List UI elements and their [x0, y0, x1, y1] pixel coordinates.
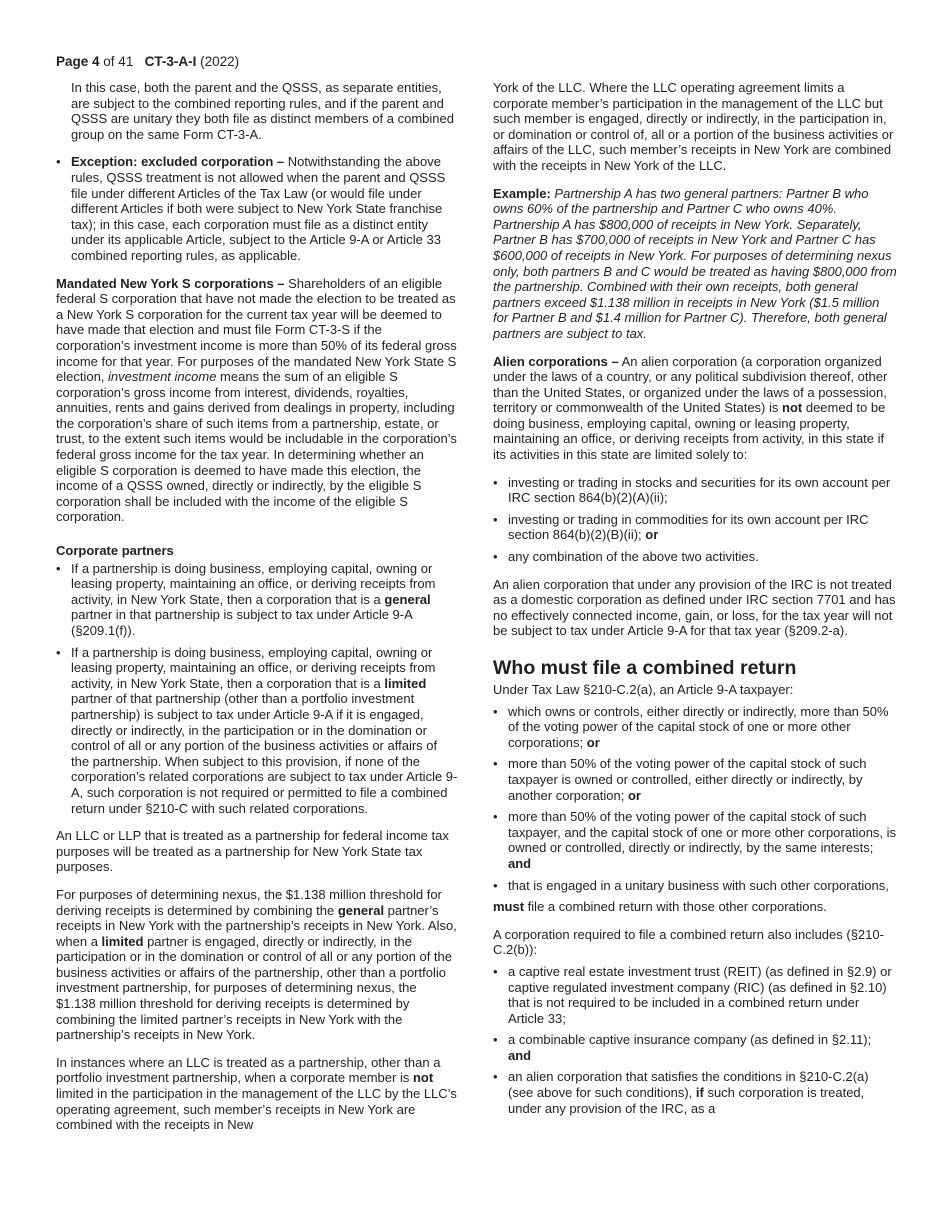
list-item — [493, 1069, 897, 1116]
nexus-text-b: partner’s receipts in New York with the partnership’s receipts in New York. Also, when a — [56, 902, 457, 949]
llc-paragraph: An LLC or LLP that is treated as a partnership for federal income tax purposes will be treated as a partnership for New York State tax purposes. — [56, 828, 449, 875]
must-text: file a combined return with those other corporations. — [524, 899, 827, 915]
list-item — [56, 645, 458, 817]
required-corporations-list — [493, 964, 897, 1116]
nexus-bold-1: general — [337, 902, 385, 918]
alien-text-a: An alien corporation (a corporation organized under the laws of a country, or any political subdivision thereof, other than the United States, or organized under the laws of a possession, territory or commonwealth of the United States) is — [493, 353, 888, 416]
right-column — [493, 80, 897, 1128]
al2-or: or — [645, 527, 659, 543]
form-number: CT-3-A-I — [144, 54, 197, 69]
exception-text: Notwithstanding the above rules, QSSS treatment is not allowed when the parent and QSSS file under different Articles of the Tax Law (or would file under different Articles if both were subject to New York State franchise tax); in this case, each corporation must file as a distinct entity under its applicable Article, subject to the Article 9-A or Article 33 combined reporting rules, as applicable. — [71, 154, 446, 263]
w1-or: or — [586, 734, 600, 750]
mandated-label: Mandated New York S corporations – — [56, 275, 285, 291]
tax-law-intro: Under Tax Law §210-C.2(a), an Article 9-A taxpayer: — [493, 682, 794, 697]
mandated-text-2: means the sum of an eligible S corporation’s gross income from interest, dividends, royalties, annuities, rents and gains derived from dealings in property, including the corporation’s share of such items from a partnership, estate, or trust, to the extent such items would be includable in the corporation’s federal gross income for the tax year. In determining whether an eligible S corporation is deemed to have made this election, the income of a QSSS owned, directly or indirectly, by the eligible S corporation shall be included with the income of the eligible S corporation. — [56, 369, 457, 525]
w1-text: which owns or controls, either directly or indirectly, more than 50% of the voting power of the capital stock of one or more other corporations; — [508, 703, 889, 750]
list-item — [493, 704, 897, 751]
nexus-text-c: partner is engaged, directly or indirectly, in the participation or in the domination or control of all or any portion of the business activities or affairs of the partnership, other than a portfolio investment partnership, for purposes of determining nexus, the $1.138 million threshold for deriving receipts is determined by combining the limited partner’s receipts in New York with the partnership’s receipts in New York. — [56, 933, 453, 1043]
instances-text-b: limited in the participation in the management of the LLC by the LLC’s operating agreement, such member’s receipts in New York are combined with the receipts in New — [56, 1086, 457, 1133]
cp2-text-a: If a partnership is doing business, employing capital, owning or leasing property, maintaining an office, or deriving receipts from activity, in New York State, then a corporation that is a — [71, 644, 436, 691]
al2-text: investing or trading in commodities for its own account per IRC section 864(b)(2)(B)(ii); — [508, 511, 869, 543]
page-header — [56, 53, 239, 70]
cp1-text-b: partner in that partnership is subject to tax under Article 9-A (§209.1(f)). — [71, 607, 413, 638]
list-item — [493, 756, 897, 803]
nexus-bold-2: limited — [101, 933, 144, 949]
mandated-s-corp-paragraph — [56, 276, 458, 526]
must-file-paragraph — [493, 899, 897, 915]
w3-text: more than 50% of the voting power of the capital stock of such taxpayer, and the capital stock of one or more other corporations, is owned or controlled, directly or indirectly, by the same interests; — [508, 809, 897, 856]
page-label: Page 4 — [56, 54, 100, 69]
alien-not: not — [782, 400, 803, 416]
alien-corporations-paragraph — [493, 354, 897, 463]
r3-text-a: an alien corporation that satisfies the conditions in §210-C.2(a) (see above for such conditions), — [508, 1069, 869, 1101]
r2-text: a combinable captive insurance company (as defined in §2.11); — [508, 1032, 872, 1048]
r2-and: and — [508, 1047, 532, 1063]
example-text: Partnership A has two general partners: Partner B who owns 60% of the partnership and Partner C who owns 40%. Partnership A has $800,000 of receipts in New York. Separately, Partner B has $700,000 of receipts in New York and Partner C has $600,000 of receipts in New York. For purposes of determining nexus only, both partners B and C would be treated as having $800,000 from the partnership. Combined with their own receipts, both general partners exceed $1.138 million in receipts in New York ($1.5 million for Partner B and $1.4 million for Partner C). Therefore, both general partners are subject to tax. — [493, 185, 897, 341]
list-item — [493, 1032, 897, 1063]
list-item — [56, 561, 458, 639]
required-corporations-intro: A corporation required to file a combined return also includes (§210-C.2(b)): — [493, 926, 884, 958]
alien-activities-list — [493, 475, 897, 565]
r3-if: if — [695, 1085, 704, 1101]
exception-item — [56, 154, 458, 263]
who-must-file-heading: Who must file a combined return — [493, 657, 797, 679]
w2-text: more than 50% of the voting power of the capital stock of such taxpayer is owned or controlled, either directly or indirectly, by another corporation; — [508, 756, 867, 803]
form-year: (2022) — [200, 54, 240, 69]
list-item: • investing or trading in stocks and securities for its own account per IRC section 864(b)(2)(A)(ii); — [493, 475, 897, 506]
alien-label: Alien corporations – — [493, 353, 619, 369]
list-item — [493, 512, 897, 543]
combined-return-conditions — [493, 704, 897, 894]
w3-and: and — [508, 855, 532, 871]
list-item: • that is engaged in a unitary business with such other corporations, — [493, 878, 897, 894]
exception-label: Exception: excluded corporation – — [71, 154, 285, 170]
cp1-text-a: If a partnership is doing business, employing capital, owning or leasing property, maintaining an office, or deriving receipts from activity, in New York State, then a corporation that is a — [71, 560, 436, 607]
cp2-bold: limited — [384, 675, 427, 691]
example-paragraph — [493, 186, 897, 342]
mandated-term: investment income — [108, 369, 217, 385]
cp1-bold: general — [384, 591, 431, 607]
list-item: • a captive real estate investment trust (REIT) (as defined in §2.9) or captive regulated investment company (RIC) (as defined in §2.10) that is not required to be included in a combined return under Article 33; — [493, 964, 897, 1026]
alien-irc-paragraph: An alien corporation that under any provision of the IRC is not treated as a domestic corporation as defined under IRC section 7701 and has no effectively connected income, gain, or loss, for the tax year will not be subject to tax under Article 9-A for that tax year (§209.2-a). — [493, 576, 896, 639]
mandated-text-1: Shareholders of an eligible federal S corporation that have not made the election to be treated as a New York S corporation for the current tax year will be deemed to have made that election and must file Form CT-3-S if the corporation’s investment income is more than 50% of its federal gross income for that year. For purposes of the mandated New York State S election, — [56, 275, 457, 385]
alien-text-b: deemed to be doing business, employing capital, owning or leasing property, maintaining an office, or deriving receipts from activity, in this state if its activities in this state are limited solely to: — [493, 400, 886, 463]
nexus-text-a: For purposes of determining nexus, the $1.138 million threshold for deriving receipts is determined by combining the — [56, 886, 442, 918]
r3-text-b: such corporation is treated, under any provision of the IRC, as a — [508, 1085, 865, 1116]
qsss-case-paragraph: In this case, both the parent and the QSSS, as separate entities, are subject to the combined reporting rules, and if the parent and QSSS are unitary they both file as distinct members of a combined group on the same Form CT-3-A. — [71, 80, 454, 142]
example-label: Example: — [493, 185, 551, 201]
cp2-text-b: partner of that partnership (other than a portfolio investment partnership) is subject to tax under Article 9-A if it is engaged, directly or indirectly, in the participation or in the domination or control of all or any portion of the business activities or affairs of the partnership. When subject to this provision, if none of the corporation’s related corporations are subject to tax under Article 9-A, such corporation is not required or permitted to file a combined return under §210-C with such related corporations. — [71, 691, 458, 816]
instances-paragraph — [56, 1055, 458, 1133]
instances-bold: not — [412, 1070, 434, 1086]
llc-continued-paragraph: York of the LLC. Where the LLC operating agreement limits a corporate member’s participation in the management of the LLC but such member is engaged, directly or indirectly, in the participation in, or domination or control of, all or a portion of the business activities or affairs of the LLC, such member’s receipts in New York are combined with the receipts in New York of the LLC. — [493, 80, 894, 173]
nexus-paragraph — [56, 887, 458, 1043]
list-item — [493, 809, 897, 871]
corporate-partners-heading: Corporate partners — [56, 543, 174, 559]
must-bold: must — [493, 899, 525, 915]
instances-text-a: In instances where an LLC is treated as a partnership, other than a portfolio investment partnership, when a corporate member is — [56, 1054, 441, 1086]
list-item: • any combination of the above two activities. — [493, 549, 897, 565]
page-total: of 41 — [103, 54, 134, 69]
corporate-partners-list — [56, 561, 458, 817]
exception-list — [56, 154, 458, 263]
w2-or: or — [627, 787, 641, 803]
left-column — [56, 80, 458, 1145]
